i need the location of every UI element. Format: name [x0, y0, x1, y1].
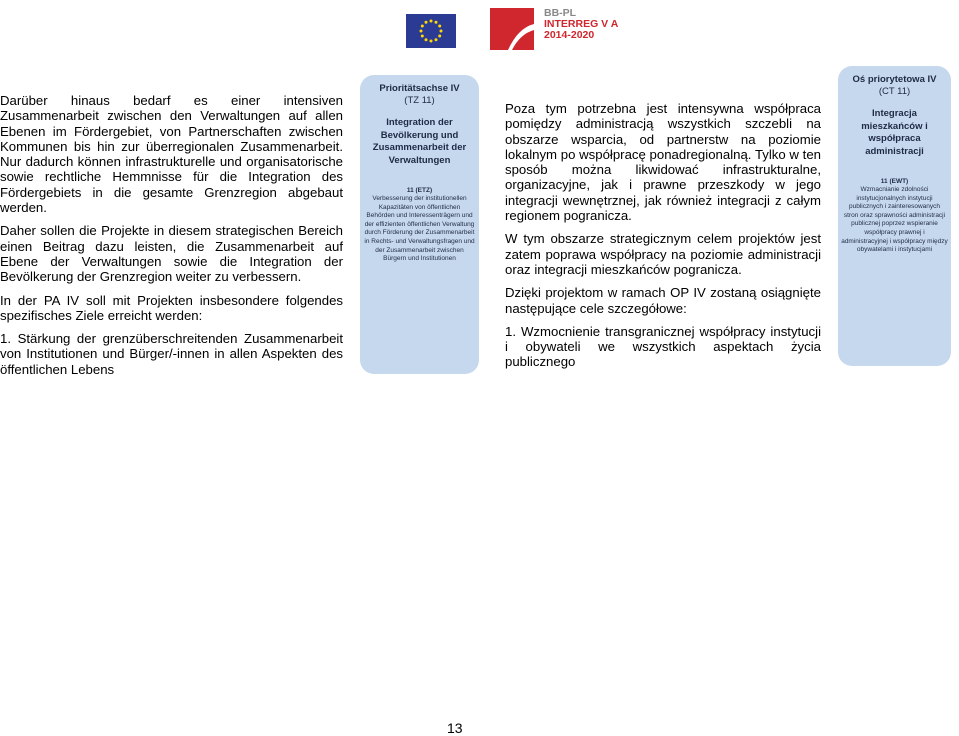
interreg-line-1: BB-PL	[544, 7, 577, 19]
page-number: 13	[447, 720, 463, 736]
german-paragraph-1: Darüber hinaus bedarf es einer intensiven Zusammenarbeit zwischen den Verwaltungen auf allen Ebenen im Fördergebiet, von Partnerschaften zwischen Kommunen bis hin zur überregionalen Zusammenarbeit. Nur dadurch können infrastrukturelle und organisatorische sowie rechtliche Hemmnisse für die Integration des Fördergebiets in die gesamte Grenzregion abgebaut werden.	[0, 93, 343, 216]
polish-paragraph-4: 1. Wzmocnienie transgranicznej współpracy instytucji i obywateli we wszystkich aspektach życia publicznego	[505, 323, 821, 370]
card-de-subtitle: (TZ 11)	[404, 95, 435, 106]
polish-paragraph-2: W tym obszarze strategicznym celem projektów jest zatem poprawa współpracy na poziomie administracji oraz integracji mieszkańców pogranicza.	[505, 231, 821, 277]
eu-flag-icon	[406, 14, 456, 48]
polish-text-column	[505, 101, 821, 378]
card-pl-subtitle: (CT 11)	[878, 86, 911, 97]
polish-paragraph-1: Poza tym potrzebna jest intensywna współpraca pomiędzy administracją wszystkich szczebli na obszarze wsparcia, od partnerstw na poziomie lokalnym po współpracę ponadregionalną. Tylko w ten sposób można likwidować infrastrukturalne, organizacyjne, jak i prawne przeszkody w jego integracji wewnętrznej, jak również integracji z całym regionem pogranicza.	[505, 101, 821, 224]
card-de-heading: Integration der Bevölkerung und Zusammenarbeit der Verwaltungen	[372, 117, 467, 166]
german-paragraph-4: 1. Stärkung der grenzüberschreitenden Zusammenarbeit von Institutionen und Bürger/-innen in allen Aspekten des öffentlichen Lebens	[0, 331, 343, 377]
interreg-line-2: INTERREG V A	[544, 18, 619, 30]
card-de-body: Verbesserung der institutionellen Kapazitäten von öffentlichen Behörden und Interessenträgern und der effizienten öffentlichen Verwaltung durch Förderung der Zusammenarbeit in Rechts- und Verwaltungsfragen und der Zusammenarbeit zwischen Bürgern und Institutionen	[364, 195, 475, 263]
german-paragraph-3: In der PA IV soll mit Projekten insbesondere folgendes spezifisches Ziele erreicht werden:	[0, 292, 343, 323]
card-de-code: 11 (ETZ)	[406, 187, 433, 194]
card-pl-title: Oś priorytetowa IV	[852, 74, 937, 85]
polish-paragraph-3: Dzięki projektom w ramach OP IV zostaną osiągnięte następujące cele szczegółowe:	[505, 285, 821, 316]
interreg-logo	[488, 4, 619, 54]
card-pl-body: Wzmacnianie zdolności instytucjonalnych instytucji publicznych i zainteresowanych stron oraz sprawności administracji publicznej poprzez wspieranie współpracy prawnej i administracyjnej i współpracy między obywatelami i instytucjami	[841, 186, 948, 254]
priority-axis-card-german	[360, 75, 479, 374]
german-text-column	[0, 93, 343, 385]
interreg-line-3: 2014-2020	[544, 29, 595, 41]
german-paragraph-2: Daher sollen die Projekte in diesem strategischen Bereich einen Beitrag dazu leisten, die Zusammenarbeit auf Ebene der Verwaltungen sowie die Integration der Bevölkerung der Grenzregion weiter zu verbessern.	[0, 223, 343, 285]
card-pl-heading: Integracja mieszkańców i współpraca administracji	[861, 108, 928, 157]
card-pl-code: 11 (EWT)	[880, 178, 909, 185]
priority-axis-card-polish	[838, 66, 951, 366]
card-de-title: Prioritätsachse IV	[379, 83, 460, 94]
interreg-mark-icon	[488, 6, 536, 52]
